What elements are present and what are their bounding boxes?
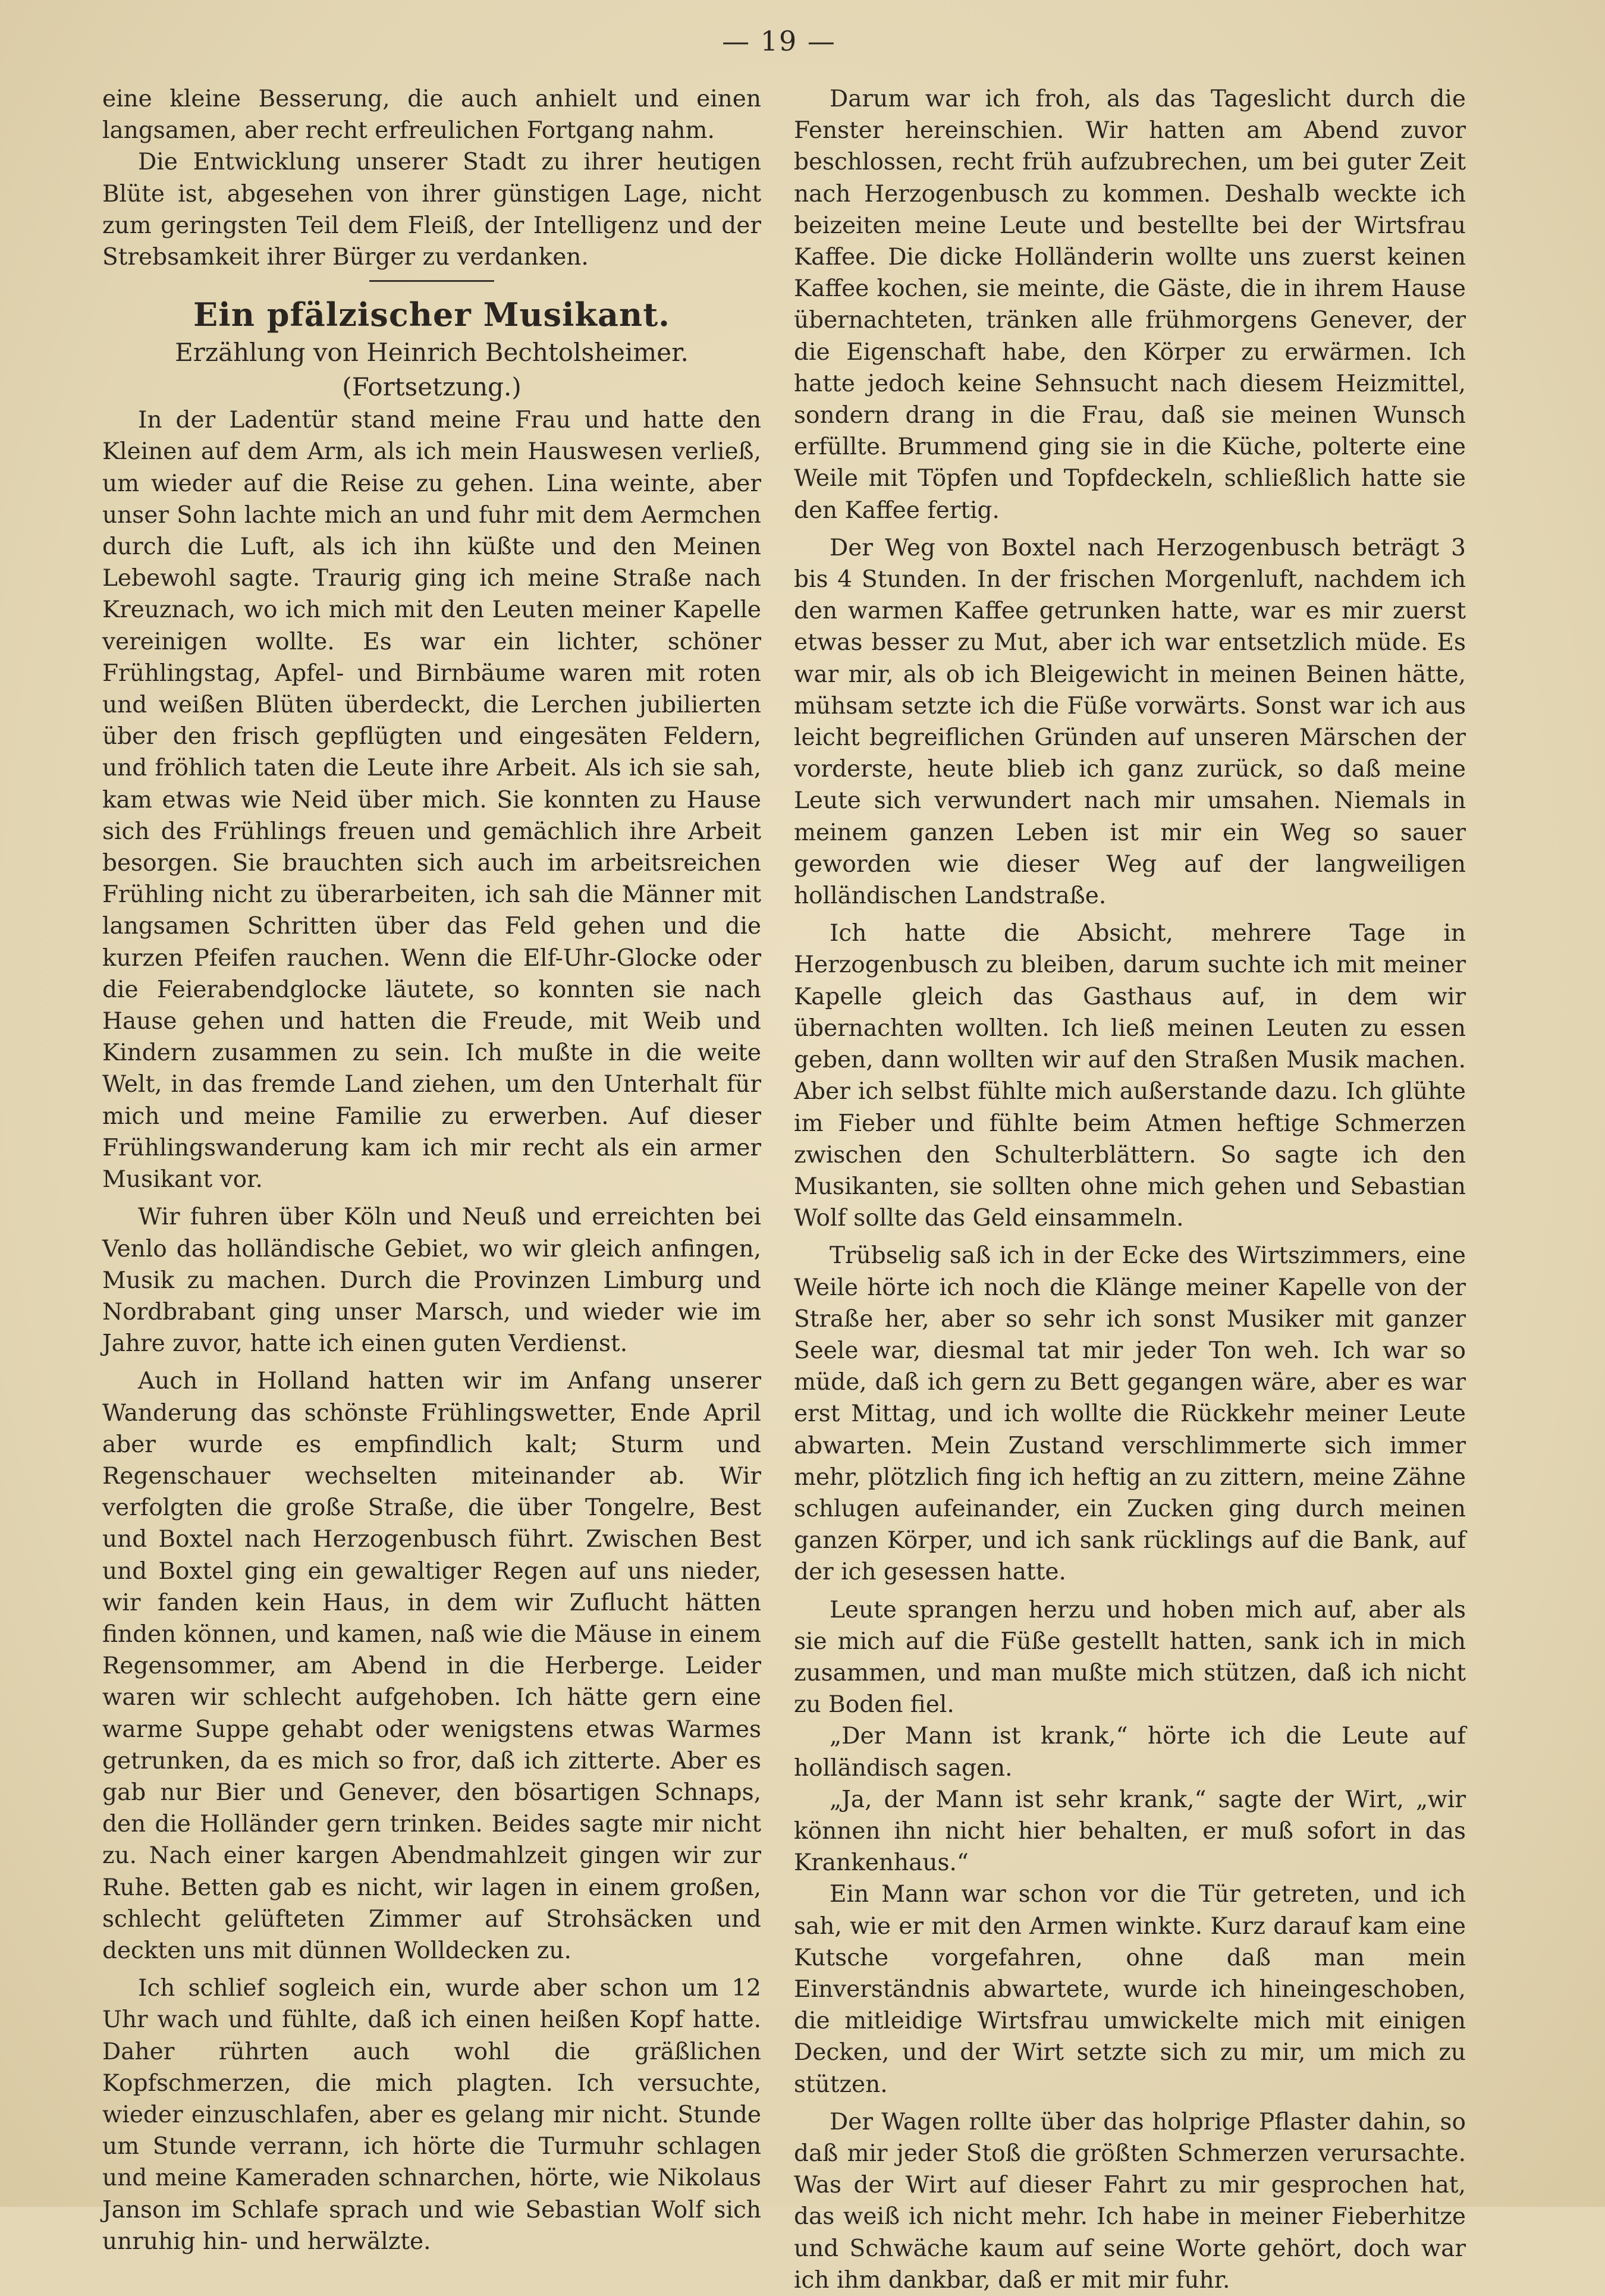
paragraph: Ich schlief sogleich ein, wurde aber schon um 12 Uhr wach und fühlte, daß ich einen heißen Kopf hatte. Daher rührten auch wohl die gräßlichen Kopfschmerzen, die mich plagten. Ich versuchte, wieder einzuschlafen, aber es gelang mir nicht. Stunde um Stunde verrann, ich hörte die Turmuhr schlagen und meine Kameraden schnarchen, hörte, wie Nikolaus Janson im Schlafe sprach und wie Sebastian Wolf sich unruhig hin- und herwälzte. [102,1975,761,2255]
paragraph: Leute sprangen herzu und hoben mich auf, aber als sie mich auf die Füße gestellt hatten, sank ich in mich zusammen, und man mußte mich stützen, daß ich nicht zu Boden fiel. [794,1596,1466,1719]
right-column [794,83,1466,2296]
paragraph: Der Wagen rollte über das holprige Pflaster dahin, so daß mir jeder Stoß die größten Schmerzen verursachte. Was der Wirt auf dieser Fahrt zu mir gesprochen hat, das weiß ich nicht mehr. Ich habe in meiner Fieberhitze und Schwäche kaum auf seine Worte gehört, doch war ich ihm dankbar, daß er mit mir fuhr. [794,2108,1466,2294]
paragraph: „Der Mann ist krank,“ hörte ich die Leute auf holländisch sagen. [794,1723,1466,1782]
paragraph: Der Weg von Boxtel nach Herzogenbusch beträgt 3 bis 4 Stunden. In der frischen Morgenluft, nachdem ich den warmen Kaffee getrunken hatte, war es mir zuerst etwas besser zu Mut, aber ich war entsetzlich müde. Es war mir, als ob ich Bleigewicht in meinen Beinen hätte, mühsam setzte ich die Füße vorwärts. Sonst war ich aus leicht begreiflichen Gründen auf unseren Märschen der vorderste, heute blieb ich ganz zurück, so daß meine Leute sich verwundert nach mir umsahen. Niemals in meinem ganzen Leben ist mir ein Weg so sauer geworden wie dieser Weg auf der langweiligen holländischen Landstraße. [794,534,1466,910]
paragraph: Die Entwicklung unserer Stadt zu ihrer heutigen Blüte ist, abgesehen von ihrer günstigen Lage, nicht zum geringsten Teil dem Fleiß, der Intelligenz und der Strebsamkeit ihrer Bürger zu verdanken. [102,149,761,271]
section-divider [369,280,494,282]
paragraph: Wir fuhren über Köln und Neuß und erreichten bei Venlo das holländische Gebiet, wo wir gleich anfingen, Musik zu machen. Durch die Provinzen Limburg und Nordbrabant ging unser Marsch, und wieder wie im Jahre zuvor, hatte ich einen guten Verdienst. [102,1204,761,1358]
paragraph: Ein Mann war schon vor die Tür getreten, und ich sah, wie er mit den Armen winkte. Kurz darauf kam eine Kutsche vorgefahren, ohne daß man mein Einverständnis abwartete, wurde ich hineingeschoben, die mitleidige Wirtsfrau umwickelte mich mit einigen Decken, und der Wirt setzte sich zu mir, um mich zu stützen. [794,1881,1466,2098]
paragraph: Auch in Holland hatten wir im Anfang unserer Wanderung das schönste Frühlingswetter, Ende April aber wurde es empfindlich kalt; Sturm und Regenschauer wechselten miteinander ab. Wir verfolgten die große Straße, die über Tongelre, Best und Boxtel nach Herzogenbusch führt. Zwischen Best und Boxtel ging ein gewaltiger Regen auf uns nieder, wir fanden kein Haus, in dem wir Zuflucht hätten finden können, und kamen, naß wie die Mäuse in einem Regensommer, am Abend in die Herberge. Leider waren wir schlecht aufgehoben. Ich hätte gern eine warme Suppe gehabt oder wenigstens etwas Warmes getrunken, da es mich so fror, daß ich zitterte. Aber es gab nur Bier und Genever, den bösartigen Schnaps, den die Holländer gern trinken. Beides sagte mir nicht zu. Nach einer kargen Abendmahlzeit gingen wir zur Ruhe. Betten gab es nicht, wir lagen in einem großen, schlecht gelüfteten Zimmer auf Strohsäcken und deckten uns mit dünnen Wolldecken zu. [102,1368,761,1964]
paragraph: eine kleine Besserung, die auch anhielt und einen langsamen, aber recht erfreulichen Fortgang nahm. [102,86,761,145]
paragraph: Ich hatte die Absicht, mehrere Tage in Herzogenbusch zu bleiben, darum suchte ich mit meiner Kapelle gleich das Gasthaus auf, in dem wir übernachten wollten. Ich ließ meinen Leuten zu essen geben, dann wollten wir auf den Straßen Musik machen. Aber ich selbst fühlte mich außerstande dazu. Ich glühte im Fieber und fühlte beim Atmen heftige Schmerzen zwischen den Schulterblättern. So sagte ich den Musikanten, sie sollten ohne mich gehen und Sebastian Wolf sollte das Geld einsammeln. [794,920,1466,1232]
continuation-note: (Fortsetzung.) [342,372,522,402]
article-title: Ein pfälzischer Musikant. [193,296,670,334]
paragraph: Trübselig saß ich in der Ecke des Wirtszimmers, eine Weile hörte ich noch die Klänge meiner Kapelle von der Straße her, aber so sehr ich sonst Musiker mit ganzer Seele war, diesmal tat mir jeder Ton weh. Ich war so müde, daß ich gern zu Bett gegangen wäre, aber es war erst Mittag, und ich wollte die Rückkehr meiner Leute abwarten. Mein Zustand verschlimmerte sich immer mehr, plötzlich fing ich heftig an zu zittern, meine Zähne schlugen aufeinander, ein Zucken ging durch meinen ganzen Körper, und ich sank rücklings auf die Bank, auf der ich gesessen hatte. [794,1242,1466,1586]
page-number: — 19 — [722,25,836,57]
article-subtitle: Erzählung von Heinrich Bechtolsheimer. [175,338,689,368]
paragraph: In der Ladentür stand meine Frau und hatte den Kleinen auf dem Arm, als ich mein Hauswesen verließ, um wieder auf die Reise zu gehen. Lina weinte, aber unser Sohn lachte mich an und fuhr mit dem Aermchen durch die Luft, als ich ihn küßte und den Meinen Lebewohl sagte. Traurig ging ich meine Straße nach Kreuznach, wo ich mich mit den Leuten meiner Kapelle vereinigen wollte. Es war ein lichter, schöner Frühlingstag, Apfel- und Birnbäume waren mit roten und weißen Blüten überdeckt, die Lerchen jubilierten über den frisch gepflügten und eingesäten Feldern, und fröhlich taten die Leute ihre Arbeit. Als ich sie sah, kam etwas wie Neid über mich. Sie konnten zu Hause sich des Frühlings freuen und gemächlich ihre Arbeit besorgen. Sie brauchten sich auch im arbeitsreichen Frühling nicht zu überarbeiten, ich sah die Männer mit langsamen Schritten über das Feld gehen und die kurzen Pfeifen rauchen. Wenn die Elf-Uhr-Glocke oder die Feierabendglocke läutete, so konnten sie nach Hause gehen und hatten die Freude, mit Weib und Kindern zusammen zu sein. Ich mußte in die weite Welt, in das fremde Land ziehen, um den Unterhalt für mich und meine Familie zu erwerben. Auf dieser Frühlingswanderung kam ich mir recht als ein armer Musikant vor. [102,407,761,1193]
paragraph: „Ja, der Mann ist sehr krank,“ sagte der Wirt, „wir können ihn nicht hier behalten, er muß sofort in das Krankenhaus.“ [794,1786,1466,1877]
left-column [102,83,761,2257]
paragraph: Darum war ich froh, als das Tageslicht durch die Fenster hereinschien. Wir hatten am Abend zuvor beschlossen, recht früh aufzubrechen, um bei guter Zeit nach Herzogenbusch zu kommen. Deshalb weckte ich beizeiten meine Leute und bestellte bei der Wirtsfrau Kaffee. Die dicke Holländerin wollte uns zuerst keinen Kaffee kochen, sie meinte, die Gäste, die in ihrem Hause übernachteten, tränken alle frühmorgens Genever, der die Eigenschaft habe, den Körper zu erwärmen. Ich hatte jedoch keine Sehnsucht nach diesem Heizmittel, sondern drang in die Frau, daß sie meinen Wunsch erfüllte. Brummend ging sie in die Küche, polterte eine Weile mit Töpfen und Topfdeckeln, schließlich hatte sie den Kaffee fertig. [794,86,1466,524]
